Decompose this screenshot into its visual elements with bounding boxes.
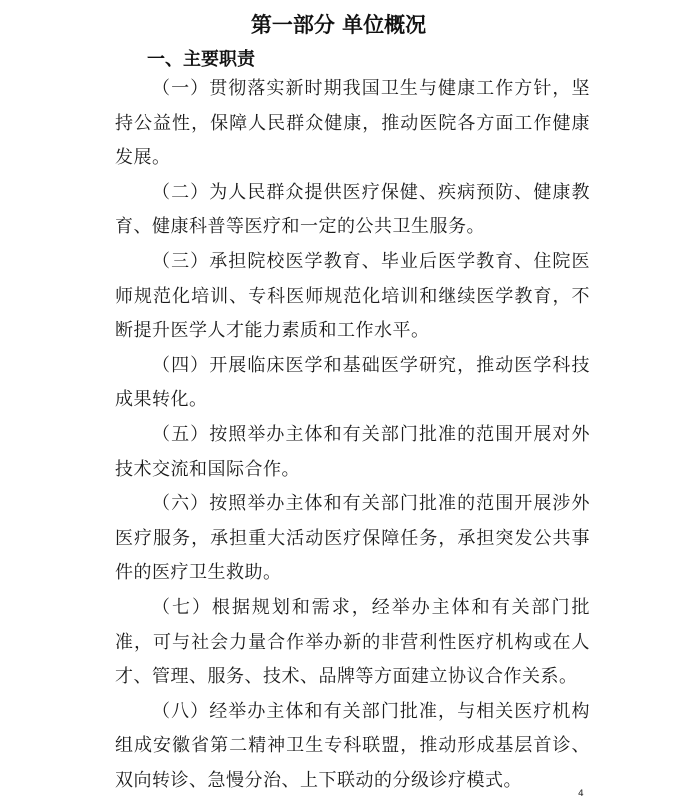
duty-paragraph-3: （三）承担院校医学教育、毕业后医学教育、住院医师规范化培训、专科医师规范化培训和继续医学教育，不断提升医学人才能力素质和工作水平。 [115, 250, 590, 342]
duty-paragraph-4: （四）开展临床医学和基础医学研究，推动医学科技成果转化。 [115, 354, 590, 411]
page-title: 第一部分 单位概况 [250, 13, 427, 37]
duty-paragraph-8: （八）经举办主体和有关部门批准，与相关医疗机构组成安徽省第二精神卫生专科联盟，推动形成基层首诊、双向转诊、急慢分治、上下联动的分级诊疗模式。 [115, 700, 590, 791]
document-body [115, 72, 590, 798]
duty-paragraph-7: （七）根据规划和需求，经举办主体和有关部门批准，可与社会力量合作举办新的非营利性医疗机构或在人才、管理、服务、技术、品牌等方面建立协议合作关系。 [115, 596, 590, 688]
duty-paragraph-6: （六）按照举办主体和有关部门批准的范围开展涉外医疗服务，承担重大活动医疗保障任务，承担突发公共事件的医疗卫生救助。 [115, 493, 590, 584]
duty-paragraph-2: （二）为人民群众提供医疗保健、疾病预防、健康教育、健康科普等医疗和一定的公共卫生服务。 [115, 181, 590, 238]
duty-paragraph-1: （一）贯彻落实新时期我国卫生与健康工作方针，坚持公益性，保障人民群众健康，推动医院各方面工作健康发展。 [115, 78, 590, 169]
section-heading: 一、主要职责 [147, 49, 255, 70]
page-number: 4 [578, 789, 584, 799]
duty-paragraph-5: （五）按照举办主体和有关部门批准的范围开展对外技术交流和国际合作。 [115, 423, 590, 480]
